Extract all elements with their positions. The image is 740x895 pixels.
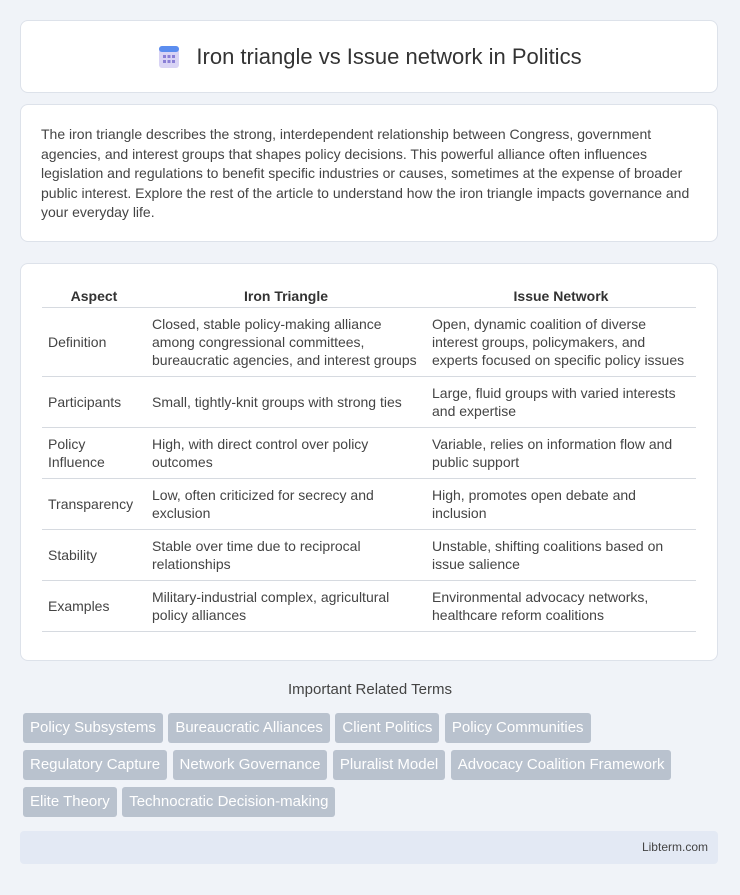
header-issue-network: Issue Network (426, 282, 696, 308)
table-header-row (42, 282, 696, 308)
related-term-tag[interactable]: Regulatory Capture (23, 750, 167, 780)
related-term-tag[interactable]: Pluralist Model (333, 750, 445, 780)
cell-aspect: Participants (42, 377, 146, 428)
intro-card (20, 104, 718, 242)
related-term-tag[interactable]: Advocacy Coalition Framework (451, 750, 672, 780)
title-card (20, 20, 718, 93)
cell-iron-triangle: High, with direct control over policy outcomes (146, 428, 426, 479)
related-term-tag[interactable]: Client Politics (335, 713, 439, 743)
related-term-tag[interactable]: Policy Communities (445, 713, 591, 743)
table-row (42, 581, 696, 632)
cell-aspect: Examples (42, 581, 146, 632)
cell-iron-triangle: Closed, stable policy-making alliance among congressional committees, bureaucratic agencies, and interest groups (146, 308, 426, 377)
header-iron-triangle: Iron Triangle (146, 282, 426, 308)
document-icon (156, 44, 182, 70)
table-row (42, 428, 696, 479)
footer-site-link[interactable]: Libterm.com (641, 840, 708, 854)
related-term-tag[interactable]: Technocratic Decision-making (122, 787, 335, 817)
cell-iron-triangle: Stable over time due to reciprocal relationships (146, 530, 426, 581)
cell-aspect: Transparency (42, 479, 146, 530)
related-term-tag[interactable]: Elite Theory (23, 787, 117, 817)
table-row (42, 377, 696, 428)
comparison-table (42, 282, 696, 632)
cell-issue-network: High, promotes open debate and inclusion (426, 479, 696, 530)
cell-issue-network: Unstable, shifting coalitions based on issue salience (426, 530, 696, 581)
cell-aspect: Definition (42, 308, 146, 377)
cell-issue-network: Environmental advocacy networks, healthcare reform coalitions (426, 581, 696, 632)
cell-issue-network: Variable, relies on information flow and public support (426, 428, 696, 479)
header-aspect: Aspect (42, 282, 146, 308)
related-term-tag[interactable]: Bureaucratic Alliances (168, 713, 330, 743)
table-row (42, 308, 696, 377)
related-term-tag[interactable]: Policy Subsystems (23, 713, 163, 743)
comparison-table-card (20, 263, 718, 661)
intro-paragraph: The iron triangle describes the strong, interdependent relationship between Congress, government agencies, and interest groups that shapes policy decisions. This powerful alliance often influences legislation and regulations to benefit specific industries or causes, sometimes at the expense of broader public interest. Explore the rest of the article to understand how the iron triangle impacts governance and your everyday life. (41, 126, 690, 221)
cell-iron-triangle: Small, tightly-knit groups with strong ties (146, 377, 426, 428)
related-terms-heading: Important Related Terms (288, 681, 452, 698)
related-term-tag[interactable]: Network Governance (173, 750, 328, 780)
cell-issue-network: Large, fluid groups with varied interests and expertise (426, 377, 696, 428)
related-terms-list (23, 713, 723, 824)
cell-iron-triangle: Low, often criticized for secrecy and exclusion (146, 479, 426, 530)
cell-iron-triangle: Military-industrial complex, agricultural policy alliances (146, 581, 426, 632)
cell-aspect: Policy Influence (42, 428, 146, 479)
table-row (42, 479, 696, 530)
footer (20, 831, 718, 864)
cell-issue-network: Open, dynamic coalition of diverse interest groups, policymakers, and experts focused on specific policy issues (426, 308, 696, 377)
page-title: Iron triangle vs Issue network in Politics (196, 43, 582, 69)
table-row (42, 530, 696, 581)
cell-aspect: Stability (42, 530, 146, 581)
